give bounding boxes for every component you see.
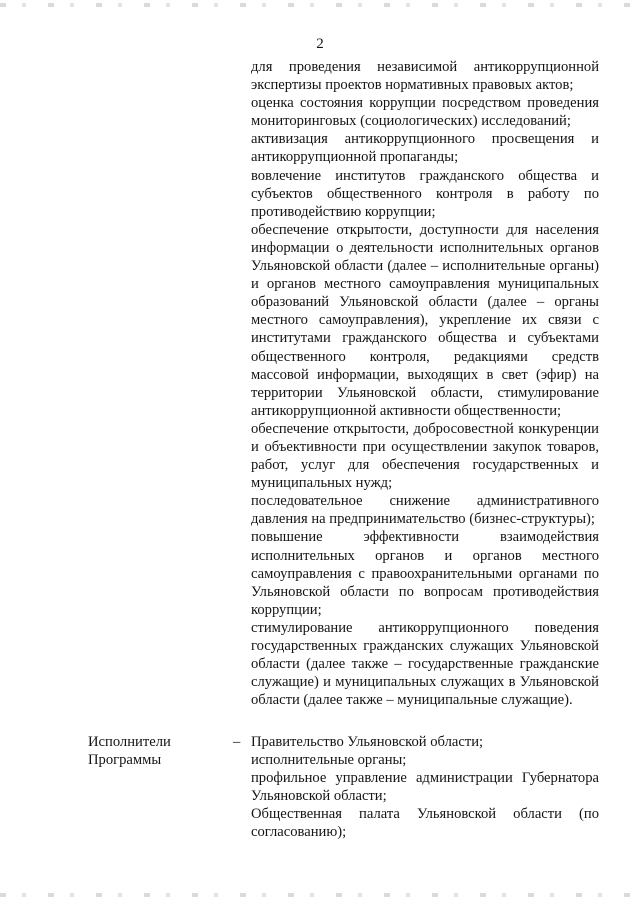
- executors-dash: –: [233, 734, 241, 750]
- executor-item: Правительство Ульяновской области;: [251, 734, 484, 750]
- goal-item: последовательное снижение административного давления на предпринимательство (бизнес-структуры);: [251, 493, 599, 528]
- goal-item: оценка состояния коррупции посредством проведения мониторинговых (социологических) исследований;: [251, 95, 599, 130]
- goal-item: активизация антикоррупционного просвещения и антикоррупционной пропаганды;: [251, 131, 599, 166]
- executors-label: Исполнители Программы: [88, 734, 171, 769]
- goal-item: стимулирование антикоррупционного поведения государственных гражданских служащих Ульяновской области (далее также – государственные гражданские служащие) и муниципальных служащих в Ульяновской области (далее также – муниципальные служащие).: [251, 619, 599, 709]
- goal-item: обеспечение открытости, добросовестной конкуренции и объективности при осуществлении закупок товаров, работ, услуг для обеспечения государственных и муниципальных нужд;: [251, 420, 599, 492]
- scan-artifact-top: [0, 3, 640, 7]
- executors-list: [251, 733, 599, 842]
- goals-list: [251, 58, 599, 709]
- executor-item: Общественная палата Ульяновской области (по согласованию);: [251, 806, 599, 841]
- goal-item: обеспечение открытости, доступности для населения информации о деятельности исполнительных органов Ульяновской области (далее – исполнительные органы) и органов местного самоуправления муниципальных образований Ульяновской области (далее – органы местного самоуправления), укрепление их связи с институтами гражданского общества и субъектами общественного контроля, редакциями средств массовой информации, выходящих в свет (эфир) на территории Ульяновской области, стимулирование антикоррупционной активности общественности;: [251, 221, 599, 419]
- executor-item: исполнительные органы;: [251, 752, 407, 769]
- goal-item: повышение эффективности взаимодействия исполнительных органов и органов местного самоуправления с правоохранительными органами по Ульяновской области по вопросам противодействия коррупции;: [251, 529, 599, 618]
- executor-item: профильное управление администрации Губернатора Ульяновской области;: [251, 770, 599, 805]
- goal-item: вовлечение институтов гражданского общества и субъектов общественного контроля в работу по противодействию коррупции;: [251, 167, 599, 220]
- page-number: 2: [316, 36, 324, 52]
- scan-artifact-bottom: [0, 893, 640, 897]
- goal-item: для проведения независимой антикоррупционной экспертизы проектов нормативных правовых актов;: [251, 59, 599, 94]
